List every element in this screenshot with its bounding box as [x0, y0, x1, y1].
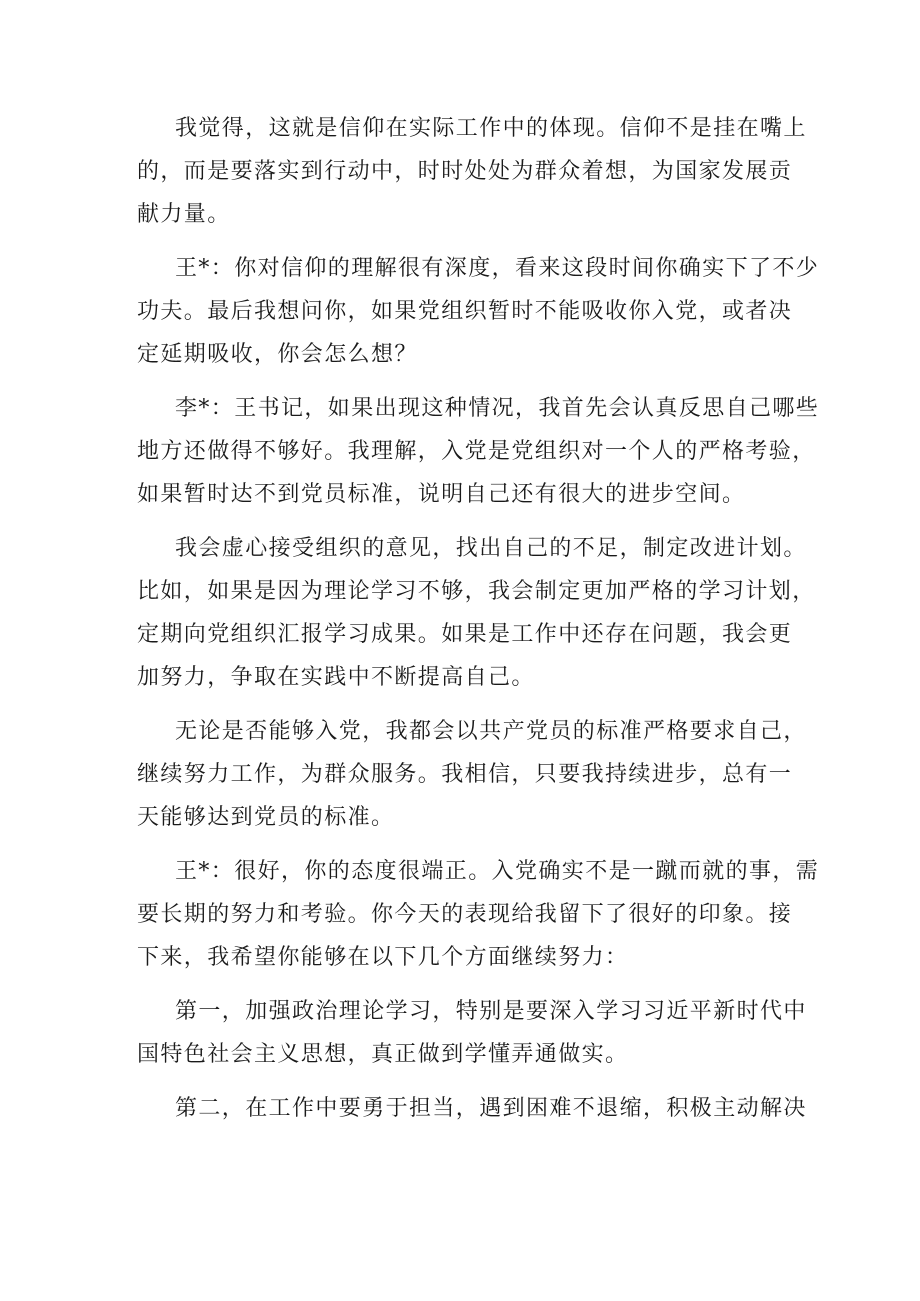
paragraph-spacer: [137, 839, 797, 850]
paragraph-spacer: [137, 1076, 797, 1087]
text-line: 无论是否能够入党，我都会以共产党员的标准严格要求自己，: [175, 719, 807, 744]
text-line: 国特色社会主义思想，真正做到学懂弄通做实。: [137, 1042, 629, 1067]
text-line: 李*：王书记，如果出现这种情况，我首先会认真反思自己哪些: [175, 396, 820, 421]
text-line: 地方还做得不够好。我理解，入党是党组织对一个人的严格考验，: [137, 439, 816, 464]
paragraph-spacer: [137, 979, 797, 990]
text-line: 要长期的努力和考验。你今天的表现给我留下了很好的印象。接: [137, 902, 793, 927]
text-line: 第一，加强政治理论学习，特别是要深入学习习近平新时代中: [175, 999, 807, 1024]
text-line: 的，而是要落实到行动中，时时处处为群众着想，为国家发展贡: [137, 159, 793, 184]
paragraph: [137, 107, 807, 236]
paragraph-spacer: [137, 376, 797, 387]
paragraph: [137, 247, 820, 376]
text-line: 我觉得，这就是信仰在实际工作中的体现。信仰不是挂在嘴上: [175, 116, 807, 141]
paragraph: [137, 527, 816, 699]
text-line: 继续努力工作，为群众服务。我相信，只要我持续进步，总有一: [137, 762, 793, 787]
text-line: 王*：你对信仰的理解很有深度，看来这段时间你确实下了不少: [175, 256, 820, 281]
text-line: 比如，如果是因为理论学习不够，我会制定更加严格的学习计划，: [137, 579, 816, 604]
text-line: 第二，在工作中要勇于担当，遇到困难不退缩，积极主动解决: [175, 1096, 807, 1121]
text-line: 献力量。: [137, 202, 231, 227]
paragraph: [137, 990, 807, 1076]
text-line: 天能够达到党员的标准。: [137, 805, 395, 830]
paragraph-spacer: [137, 699, 797, 710]
paragraph: [137, 387, 820, 516]
text-line: 功夫。最后我想问你，如果党组织暂时不能吸收你入党，或者决: [137, 299, 793, 324]
text-line: 定延期吸收，你会怎么想？: [137, 342, 418, 367]
paragraph-spacer: [137, 236, 797, 247]
paragraph-spacer: [137, 516, 797, 527]
text-line: 王*：很好，你的态度很端正。入党确实不是一蹴而就的事，需: [175, 859, 820, 884]
paragraph: [137, 850, 820, 979]
text-line: 如果暂时达不到党员标准，说明自己还有很大的进步空间。: [137, 482, 746, 507]
text-line: 加努力，争取在实践中不断提高自己。: [137, 665, 535, 690]
text-line: 下来，我希望你能够在以下几个方面继续努力：: [137, 945, 629, 970]
paragraph: [137, 1087, 807, 1130]
text-line: 我会虚心接受组织的意见，找出自己的不足，制定改进计划。: [175, 536, 807, 561]
document-body: [137, 107, 820, 1130]
text-line: 定期向党组织汇报学习成果。如果是工作中还存在问题，我会更: [137, 622, 793, 647]
paragraph: [137, 710, 807, 839]
